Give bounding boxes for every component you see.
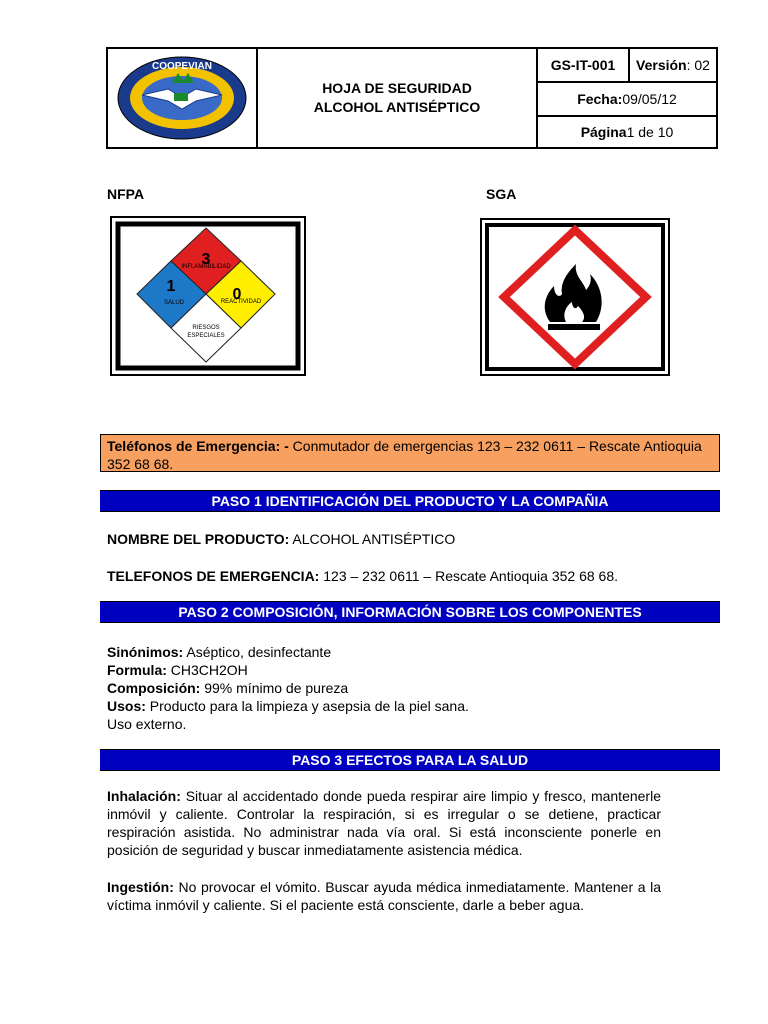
ingestion-text: No provocar el vómito. Buscar ayuda médica inmediatamente. Mantener a la víctima inmóvil y caliente. Si el paciente está consciente, darle a beber agua. bbox=[107, 879, 661, 913]
composition-label: Composición: bbox=[107, 680, 201, 696]
health-value: 1 bbox=[166, 278, 176, 295]
version-cell bbox=[630, 49, 716, 81]
title-line-2: ALCOHOL ANTISÉPTICO bbox=[313, 99, 481, 115]
emergency-phones-line bbox=[107, 567, 618, 585]
version-value: : 02 bbox=[686, 57, 710, 73]
ingestion-paragraph bbox=[107, 878, 661, 914]
nfpa-diamond-frame bbox=[110, 216, 306, 376]
page-value: 1 de 10 bbox=[626, 124, 674, 140]
reactivity-label: REACTIVIDAD bbox=[220, 299, 262, 305]
sga-pictogram-frame bbox=[480, 218, 670, 376]
synonyms-value: Aséptico, desinfectante bbox=[183, 644, 332, 660]
flammability-value: 3 bbox=[201, 251, 211, 268]
special-label-2: ESPECIALES bbox=[187, 333, 225, 339]
logo-text: COOPEVIAN bbox=[151, 61, 213, 72]
company-logo bbox=[108, 49, 256, 147]
uses-line bbox=[107, 697, 707, 715]
uses-line-2: Uso externo. bbox=[107, 716, 187, 732]
uses-label: Usos: bbox=[107, 698, 146, 714]
date-label: Fecha: bbox=[577, 91, 623, 107]
flammability-label: INFLAMABILIDAD bbox=[181, 264, 231, 270]
nfpa-label: NFPA bbox=[107, 186, 145, 202]
product-label: NOMBRE DEL PRODUCTO: bbox=[107, 531, 290, 547]
version-label: Versión bbox=[636, 57, 687, 73]
inhalation-paragraph bbox=[107, 787, 661, 859]
page-cell bbox=[538, 117, 716, 147]
logo-cell bbox=[108, 49, 258, 147]
sga-label: SGA bbox=[486, 186, 517, 202]
inhalation-label: Inhalación: bbox=[107, 788, 181, 804]
emergency-phones-box bbox=[100, 434, 720, 472]
step1-title-bar: PASO 1 IDENTIFICACIÓN DEL PRODUCTO Y LA COMPAÑIA bbox=[100, 490, 720, 512]
document-title bbox=[258, 49, 538, 147]
composition-value: 99% mínimo de pureza bbox=[200, 680, 349, 696]
product-name-line bbox=[107, 530, 455, 548]
title-line-1: HOJA DE SEGURIDAD bbox=[322, 80, 472, 96]
formula-value: CH3CH2OH bbox=[166, 662, 248, 678]
document-code: GS-IT-001 bbox=[550, 57, 616, 73]
reactivity-value: 0 bbox=[232, 286, 242, 303]
ingestion-label: Ingestión: bbox=[107, 879, 174, 895]
composition-block bbox=[107, 643, 707, 733]
health-label: SALUD bbox=[163, 300, 185, 306]
document-header bbox=[106, 47, 718, 149]
page-label: Página bbox=[580, 124, 627, 140]
emergency-text: Conmutador de emergencias 123 – 232 0611 – Rescate Antioquia 352 68 68. bbox=[107, 438, 702, 472]
composition-line bbox=[107, 679, 707, 697]
flammable-pictogram bbox=[480, 218, 670, 376]
phones-label: TELEFONOS DE EMERGENCIA: bbox=[107, 568, 320, 584]
step2-title-bar: PASO 2 COMPOSICIÓN, INFORMACIÓN SOBRE LOS COMPONENTES bbox=[100, 601, 720, 623]
step3-title-bar: PASO 3 EFECTOS PARA LA SALUD bbox=[100, 749, 720, 771]
formula-line bbox=[107, 661, 707, 679]
emergency-label: Teléfonos de Emergencia: - bbox=[107, 438, 289, 454]
phones-value: 123 – 232 0611 – Rescate Antioquia 352 68 68. bbox=[319, 568, 619, 584]
product-value: ALCOHOL ANTISÉPTICO bbox=[289, 531, 456, 547]
date-value: 09/05/12 bbox=[622, 91, 677, 107]
date-cell bbox=[538, 83, 716, 115]
formula-label: Formula: bbox=[107, 662, 167, 678]
special-label-1: RIESGOS bbox=[192, 325, 220, 331]
nfpa-diamond bbox=[110, 216, 306, 376]
uses-value: Producto para la limpieza y asepsia de la piel sana. bbox=[145, 698, 469, 714]
inhalation-text: Situar al accidentado donde pueda respirar aire limpio y fresco, mantenerle inmóvil y caliente. Controlar la respiración, si es irregular o se detiene, practicar respiración asistida. No administrar nada vía oral. Si está inconsciente ponerle en posición de seguridad y buscar inmediatamente asistencia médica. bbox=[107, 788, 661, 858]
synonyms-line bbox=[107, 643, 707, 661]
synonyms-label: Sinónimos: bbox=[107, 644, 184, 660]
